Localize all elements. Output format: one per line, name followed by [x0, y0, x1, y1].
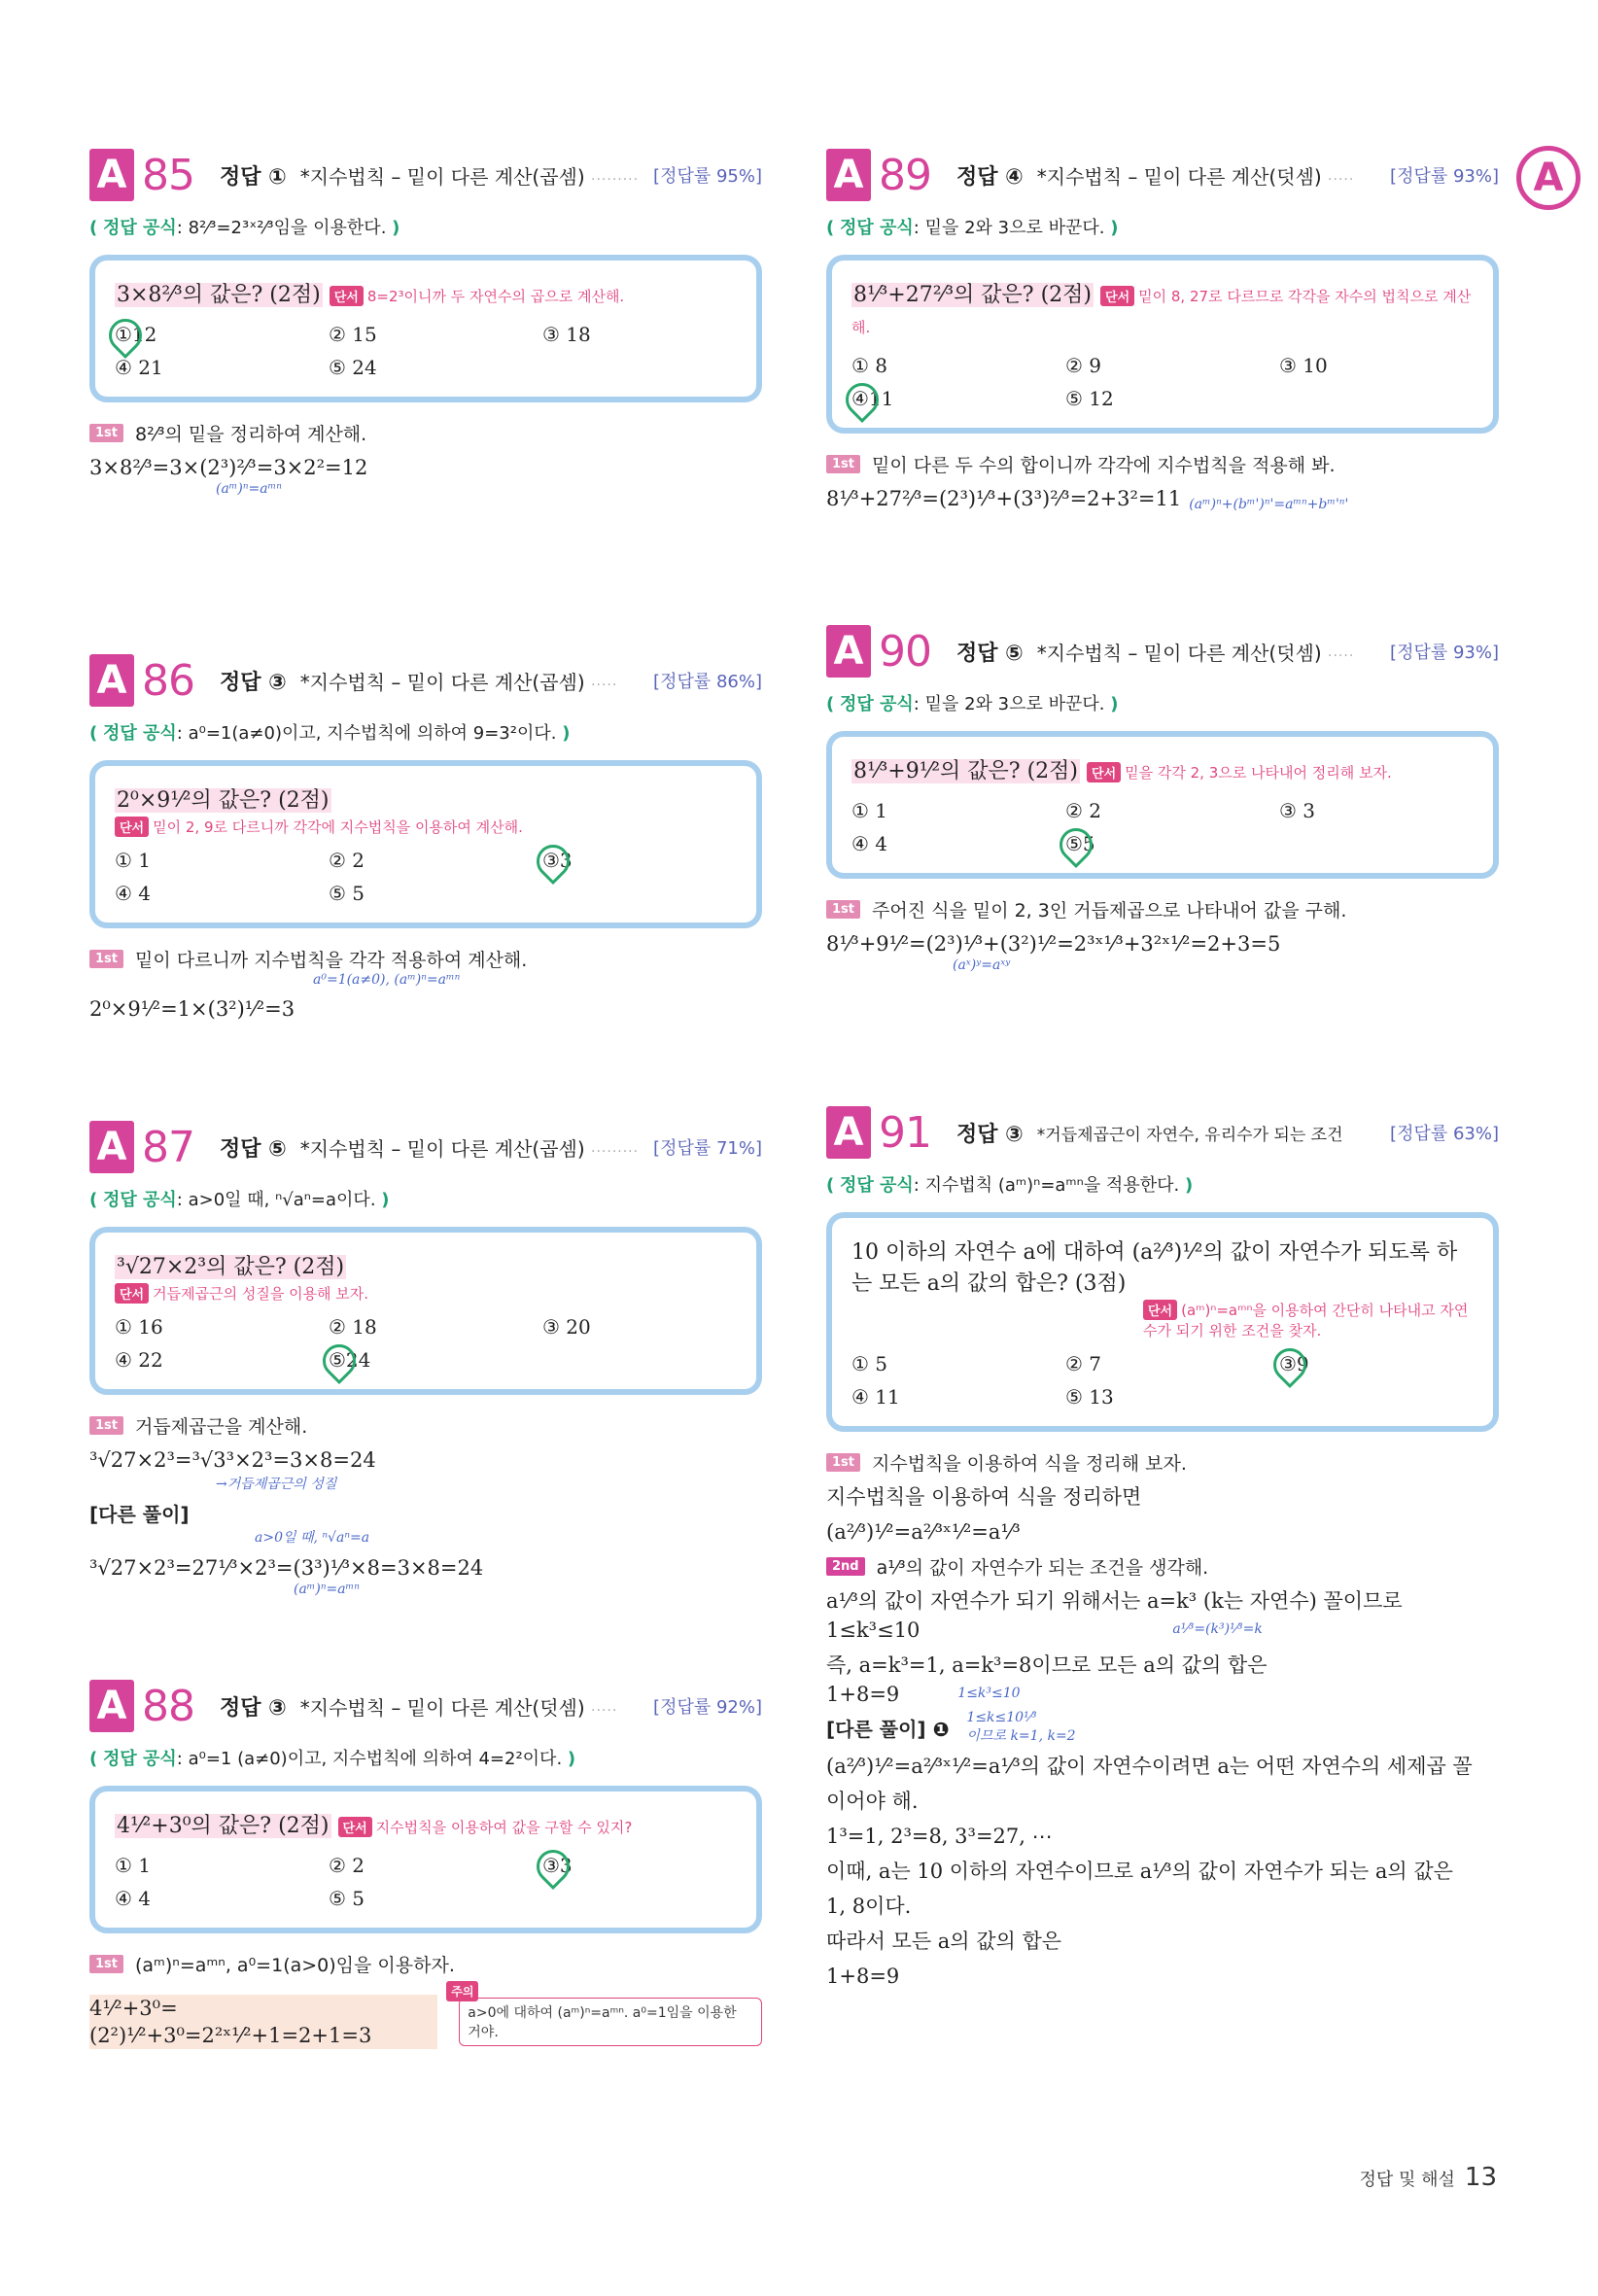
choice-1: ① 5: [851, 1352, 888, 1375]
choice-4: ④ 11: [851, 1385, 900, 1409]
solution-note: (aˣ)ʸ=aˣʸ: [953, 957, 1011, 973]
question-box: [826, 255, 1499, 434]
question-text: 3×8²⁄³의 값은? (2점): [117, 283, 321, 307]
solution-line: 1≤k³≤10: [826, 1618, 921, 1642]
level-badge: A: [89, 1680, 134, 1732]
solution-line: 이어야 해.: [826, 1790, 919, 1813]
problem-87: [89, 1118, 762, 1597]
problem-90: [826, 622, 1499, 973]
problem-number: 86: [142, 655, 194, 706]
answer-formula: ( 정답 공식: a⁰=1(a≠0)이고, 지수법칙에 의하여 9=3²이다. ): [89, 723, 571, 744]
solution: [89, 420, 762, 497]
problem-number: 89: [879, 150, 931, 200]
choices: [115, 323, 737, 379]
choice-5: ⑤5: [1065, 832, 1279, 855]
topic: *지수법칙 – 밑이 다른 계산(곱셈) ·········: [299, 1136, 640, 1161]
choice-1: ① 16: [115, 1315, 163, 1339]
problem-91: [826, 1103, 1499, 1990]
question-text: 8¹⁄³+9¹⁄²의 값은? (2점): [853, 759, 1079, 783]
correct-rate: [정답률 71%]: [653, 1138, 762, 1159]
hint: 단서 8=2³이니까 두 자연수의 곱으로 계산해.: [330, 288, 625, 305]
question-text: 10 이하의 자연수 a에 대하여 (a²⁄³)¹⁄²의 값이 자연수가 되도록 하는 모든 a의 값의 합은? (3점): [851, 1240, 1458, 1296]
level-badge: A: [89, 1121, 134, 1173]
choice-3: ③3: [542, 1854, 737, 1877]
solution-note: a⁰=1(a≠0), (aᵐ)ⁿ=aᵐⁿ: [313, 972, 461, 988]
solution-line: 8¹⁄³+27²⁄³=(2³)¹⁄³+(3³)²⁄³=2+3²=11: [826, 487, 1182, 510]
problem-number: 87: [142, 1122, 194, 1172]
choice-1: ① 1: [115, 849, 152, 872]
step-badge: 1st: [89, 1955, 123, 1973]
answer-label: 정답 ③: [220, 670, 287, 695]
answer-formula: ( 정답 공식: a⁰=1 (a≠0)이고, 지수법칙에 의하여 4=2²이다. ): [89, 1749, 576, 1769]
choice-2: ② 2: [329, 849, 365, 872]
choice-1: ① 8: [851, 354, 888, 377]
choice-3: ③ 20: [542, 1315, 591, 1339]
step-text: a¹⁄³의 값이 자연수가 되는 조건을 생각해.: [876, 1557, 1209, 1579]
choice-5: ⑤ 5: [329, 1887, 365, 1910]
correct-rate: [정답률 93%]: [1390, 643, 1499, 663]
step-text: (aᵐ)ⁿ=aᵐⁿ, a⁰=1(a>0)임을 이용하자.: [135, 1955, 455, 1976]
choice-2: ② 9: [1065, 354, 1102, 377]
solution-line: 1³=1, 2³=8, 3³=27, ⋯: [826, 1825, 1053, 1848]
correct-rate: [정답률 86%]: [653, 672, 762, 692]
step-text: 주어진 식을 밑이 2, 3인 거듭제곱으로 나타내어 값을 구해.: [872, 900, 1347, 922]
answer-formula: ( 정답 공식: 밑을 2와 3으로 바꾼다. ): [826, 218, 1119, 238]
solution-line: ³√27×2³=27¹⁄³×2³=(3³)¹⁄³×8=3×8=24: [89, 1556, 484, 1580]
alt-solution-label: [다른 풀이]: [89, 1503, 190, 1526]
choice-2: ② 7: [1065, 1352, 1102, 1375]
step-badge: 1st: [826, 455, 860, 473]
choice-2: ② 18: [329, 1315, 377, 1339]
choice-5: ⑤ 13: [1065, 1385, 1114, 1409]
solution-note: a¹⁄³=(k³)¹⁄³=k: [1172, 1621, 1263, 1637]
solution: [826, 1449, 1499, 1990]
solution-line: 지수법칙을 이용하여 식을 정리하면: [826, 1485, 1142, 1509]
correct-rate: [정답률 95%]: [653, 166, 762, 187]
hint: 단서 지수법칙을 이용하여 값을 구할 수 있지?: [338, 1819, 633, 1836]
problem-89: [826, 146, 1499, 512]
answer-label: 정답 ③: [220, 1695, 287, 1721]
step-badge: 1st: [826, 900, 860, 919]
problem-86: [89, 651, 762, 1023]
hint: 단서 밑이 2, 9로 다르니까 각각에 지수법칙을 이용하여 계산해.: [115, 817, 737, 837]
step-badge: 2nd: [826, 1557, 865, 1576]
answer-label: 정답 ⑤: [220, 1136, 287, 1162]
hint: 단서 (aᵐ)ⁿ=aᵐⁿ을 이용하여 간단히 나타내고 자연수가 되기 위한 조건을 찾자.: [1143, 1302, 1469, 1339]
level-badge: A: [826, 149, 871, 201]
problem-number: 90: [879, 626, 931, 677]
hint: 단서 밑이 8, 27로 다르므로 각각을 자수의 법칙으로 계산해.: [851, 288, 1472, 336]
level-badge: A: [826, 625, 871, 678]
answer-label: 정답 ③: [956, 1122, 1024, 1147]
step-text: 지수법칙을 이용하여 식을 정리해 보자.: [872, 1453, 1187, 1475]
solution-line: 1, 8이다.: [826, 1895, 912, 1918]
page-footer: [1360, 2163, 1497, 2192]
step-text: 밑이 다르니까 지수법칙을 각각 적용하여 계산해.: [135, 950, 528, 971]
problem-85: [89, 146, 762, 497]
choice-1: ① 1: [115, 1854, 152, 1877]
solution-note: 이므로 k=1, k=2: [966, 1728, 1076, 1744]
step-badge: 1st: [89, 950, 123, 968]
solution-note: 1≤k³≤10: [957, 1686, 1021, 1701]
question-box: [826, 1212, 1499, 1432]
step-badge: 1st: [89, 1416, 123, 1435]
choice-2: ② 15: [329, 323, 377, 346]
choice-4: ④ 4: [115, 1887, 152, 1910]
solution-line: 즉, a=k³=1, a=k³=8이므로 모든 a의 값의 합은: [826, 1653, 1268, 1677]
choice-3: ③ 18: [542, 323, 591, 346]
solution-line: 4¹⁄²+3⁰=(2²)¹⁄²+3⁰=2²ˣ¹⁄²+1=2+1=3: [89, 1995, 437, 2049]
solution-line: (a²⁄³)¹⁄²=a²⁄³ˣ¹⁄²=a¹⁄³: [826, 1520, 1021, 1544]
answer-label: 정답 ④: [956, 164, 1024, 190]
solution-note: (aᵐ)ⁿ=aᵐⁿ: [216, 481, 282, 497]
solution-line: 3×8²⁄³=3×(2³)²⁄³=3×2²=12: [89, 456, 368, 479]
answer-label: 정답 ①: [220, 164, 287, 190]
problem-number: 85: [142, 150, 194, 200]
choice-2: ② 2: [1065, 799, 1102, 822]
caution-note: 주의 a>0에 대하여 (aᵐ)ⁿ=aᵐⁿ. a⁰=1임을 이용한 거야.: [459, 1998, 762, 2046]
hint: 단서 밑을 각각 2, 3으로 나타내어 정리해 보자.: [1087, 764, 1392, 782]
step-badge: 1st: [89, 424, 123, 442]
solution-line: (a²⁄³)¹⁄²=a²⁄³ˣ¹⁄²=a¹⁄³의 값이 자연수이려면 a는 어떤 자연수의 세제곱 꼴: [826, 1755, 1473, 1778]
choice-5: ⑤ 5: [329, 882, 365, 905]
step-badge: 1st: [826, 1453, 860, 1472]
choice-4: ④ 4: [115, 882, 152, 905]
solution-line: ³√27×2³=³√3³×2³=3×8=24: [89, 1448, 376, 1472]
question-box: [89, 255, 762, 402]
choice-2: ② 2: [329, 1854, 365, 1877]
page-number: 13: [1464, 2163, 1497, 2192]
choice-4: ④ 4: [851, 832, 888, 855]
level-badge: A: [89, 654, 134, 707]
answer-label: 정답 ⑤: [956, 641, 1024, 666]
problem-88: [89, 1677, 762, 2049]
problem-number: 91: [879, 1107, 931, 1158]
solution-note: a>0일 때, ⁿ√aⁿ=a: [255, 1530, 370, 1546]
question-text: ³√27×2³의 값은? (2점): [117, 1255, 345, 1279]
answer-formula: ( 정답 공식: 8²⁄³=2³ˣ²⁄³임을 이용한다. ): [89, 218, 400, 238]
topic: *지수법칙 – 밑이 다른 계산(곱셈) ·····: [299, 670, 618, 694]
solution-line: 이때, a는 10 이하의 자연수이므로 a¹⁄³의 값이 자연수가 되는 a의 값은: [826, 1860, 1453, 1883]
solution-note: 1≤k≤10¹⁄³: [966, 1710, 1037, 1725]
hint: 단서 거듭제곱근의 성질을 이용해 보자.: [115, 1283, 737, 1304]
answer-formula: ( 정답 공식: 지수법칙 (aᵐ)ⁿ=aᵐⁿ을 적용한다. ): [826, 1175, 1194, 1196]
question-text: 8¹⁄³+27²⁄³의 값은? (2점): [853, 283, 1093, 307]
correct-rate: [정답률 93%]: [1390, 166, 1499, 187]
question-box: [826, 731, 1499, 879]
choice-3: ③9: [1279, 1352, 1474, 1375]
step-text: 8²⁄³의 밑을 정리하여 계산해.: [135, 424, 367, 445]
solution-note: (aᵐ)ⁿ=aᵐⁿ: [294, 1582, 360, 1597]
choice-1: ① 1: [851, 799, 888, 822]
question-text: 4¹⁄²+3⁰의 값은? (2점): [117, 1814, 330, 1838]
solution-note: (aᵐ)ⁿ+(bᵐ')ⁿ'=aᵐⁿ+bᵐ'ⁿ': [1189, 497, 1349, 512]
choice-5: ⑤ 24: [329, 356, 377, 379]
problem-header: [89, 146, 762, 204]
choice-3: ③3: [542, 849, 737, 872]
topic: *지수법칙 – 밑이 다른 계산(곱셈) ·········: [299, 164, 640, 189]
question-box: [89, 1227, 762, 1395]
solution-line: 2⁰×9¹⁄²=1×(3²)¹⁄²=3: [89, 997, 295, 1021]
question-box: [89, 1786, 762, 1933]
choice-4: ④ 21: [115, 356, 163, 379]
step-text: 밑이 다른 두 수의 합이니까 각각에 지수법칙을 적용해 봐.: [872, 455, 1336, 476]
level-badge: A: [89, 149, 134, 201]
answer-formula: ( 정답 공식: 밑을 2와 3으로 바꾼다. ): [826, 694, 1119, 714]
topic: *지수법칙 – 밑이 다른 계산(덧셈) ·····: [1036, 164, 1355, 189]
footer-label: 정답 및 해설: [1359, 2170, 1455, 2190]
topic: *거듭제곱근이 자연수, 유리수가 되는 조건: [1036, 1125, 1343, 1145]
correct-rate: [정답률 63%]: [1390, 1124, 1499, 1144]
correct-rate: [정답률 92%]: [653, 1697, 762, 1718]
step-text: 거듭제곱근을 계산해.: [135, 1416, 308, 1438]
problem-number: 88: [142, 1681, 194, 1731]
choice-4: ④ 22: [115, 1348, 163, 1372]
solution-line: 따라서 모든 a의 값의 합은: [826, 1930, 1062, 1953]
solution-line: 1+8=9: [826, 1683, 900, 1706]
topic: *지수법칙 – 밑이 다른 계산(덧셈) ·····: [299, 1695, 618, 1720]
solution-note: →거듭제곱근의 성질: [216, 1477, 337, 1492]
solution-line: 1+8=9: [826, 1965, 900, 1988]
section-a-icon: A: [1516, 146, 1581, 210]
choice-1: ①12: [115, 323, 329, 346]
choice-5: ⑤ 12: [1065, 387, 1114, 410]
solution-line: 8¹⁄³+9¹⁄²=(2³)¹⁄³+(3²)¹⁄²=2³ˣ¹⁄³+3²ˣ¹⁄²=2+3=5: [826, 932, 1281, 956]
choice-5: ⑤24: [329, 1348, 542, 1372]
solution-line: a¹⁄³의 값이 자연수가 되기 위해서는 a=k³ (k는 자연수) 꼴이므로: [826, 1589, 1403, 1613]
level-badge: A: [826, 1106, 871, 1159]
question-text: 2⁰×9¹⁄²의 값은? (2점): [117, 788, 330, 813]
answer-formula: ( 정답 공식: a>0일 때, ⁿ√aⁿ=a이다. ): [89, 1190, 390, 1210]
choice-3: ③ 3: [1279, 799, 1316, 822]
question-box: [89, 760, 762, 928]
alt-solution-label: [다른 풀이] ❶: [826, 1717, 950, 1741]
choice-4: ④11: [851, 387, 1065, 410]
choice-3: ③ 10: [1279, 354, 1328, 377]
topic: *지수법칙 – 밑이 다른 계산(덧셈) ·····: [1036, 641, 1355, 665]
